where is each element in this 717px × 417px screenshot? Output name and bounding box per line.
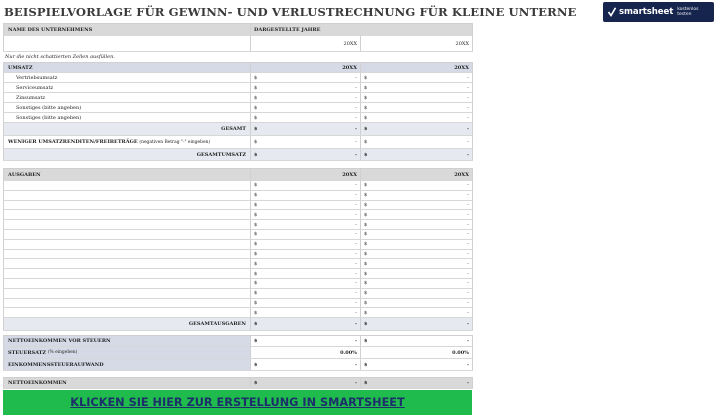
- currency-sign: $: [254, 94, 258, 101]
- revenue-item-year1-input[interactable]: [251, 73, 361, 82]
- currency-sign: $: [364, 94, 368, 101]
- expense-item-year2-input[interactable]: [361, 279, 473, 288]
- value-dash: -: [355, 139, 357, 145]
- currency-sign: $: [254, 270, 258, 277]
- currency-sign: $: [364, 201, 368, 208]
- value-dash: -: [354, 321, 357, 328]
- currency-sign: $: [364, 221, 368, 228]
- expense-item-year1-input[interactable]: [251, 240, 361, 249]
- taxrate-label: [3, 347, 251, 358]
- expenses-year1: 20XX: [251, 169, 361, 180]
- expense-item-year1-input[interactable]: [251, 210, 361, 219]
- revenue-item-row: [3, 73, 473, 83]
- currency-sign: $: [364, 139, 368, 145]
- revenue-item-year2-input[interactable]: [361, 113, 473, 122]
- logo-brand-text: smartsheet: [619, 7, 674, 17]
- currency-sign: $: [364, 74, 368, 81]
- value-dash: -: [355, 182, 357, 189]
- currency-sign: $: [254, 260, 258, 267]
- currency-sign: $: [254, 104, 258, 111]
- currency-sign: $: [364, 290, 368, 297]
- year1-input[interactable]: 20XX: [251, 36, 361, 51]
- expense-item-row: [3, 240, 473, 250]
- revenue-item-row: [3, 93, 473, 103]
- net-income-label: NETTOEINKOMMEN: [3, 378, 251, 388]
- value-dash: -: [354, 126, 357, 132]
- revenue-item-year2-input[interactable]: [361, 93, 473, 102]
- currency-sign: $: [254, 290, 258, 297]
- year2-input[interactable]: 20XX: [361, 36, 473, 51]
- company-name-input[interactable]: [3, 36, 251, 51]
- expense-item-row: [3, 181, 473, 191]
- currency-sign: $: [364, 338, 368, 345]
- currency-sign: $: [364, 321, 368, 328]
- value-dash: -: [467, 309, 469, 316]
- net-income-row: [3, 377, 473, 389]
- value-dash: -: [467, 241, 469, 248]
- currency-sign: $: [254, 182, 258, 189]
- revenue-item-row: [3, 103, 473, 113]
- value-dash: -: [467, 221, 469, 228]
- value-dash: -: [467, 201, 469, 208]
- currency-sign: $: [254, 221, 258, 228]
- expense-item-year1-input[interactable]: [251, 269, 361, 278]
- value-dash: -: [467, 250, 469, 257]
- expenses-label: AUSGABEN: [3, 169, 251, 180]
- expense-item-row: [3, 250, 473, 260]
- expense-item-year1-input[interactable]: [251, 191, 361, 200]
- revenue-item-label[interactable]: Zinsumsatz: [3, 93, 251, 102]
- cta-link-text[interactable]: KLICKEN SIE HIER ZUR ERSTELLUNG IN SMARTSHEET: [70, 396, 405, 409]
- expense-item-label-input[interactable]: [3, 308, 251, 317]
- currency-sign: $: [364, 192, 368, 199]
- currency-sign: $: [364, 309, 368, 316]
- expenses-year2: 20XX: [361, 169, 473, 180]
- currency-sign: $: [254, 299, 258, 306]
- taxrate-year2-input[interactable]: 0.00%: [361, 347, 473, 358]
- returns-row: [3, 136, 473, 149]
- expense-item-row: [3, 220, 473, 230]
- expense-item-year1-input[interactable]: [251, 181, 361, 190]
- returns-hint: (negativen Betrag "-" eingeben): [139, 139, 211, 145]
- pl-sheet: [3, 23, 473, 389]
- value-dash: -: [467, 94, 469, 101]
- expense-item-year2-input[interactable]: [361, 289, 473, 298]
- currency-sign: $: [364, 231, 368, 238]
- value-dash: -: [355, 299, 357, 306]
- currency-sign: $: [364, 380, 368, 387]
- value-dash: -: [355, 94, 357, 101]
- currency-sign: $: [254, 338, 258, 345]
- taxexp-row: [3, 359, 473, 371]
- revenue-item-year1-input[interactable]: [251, 113, 361, 122]
- value-dash: -: [466, 321, 469, 328]
- currency-sign: $: [364, 151, 368, 158]
- revenue-rows: [3, 73, 473, 123]
- revenue-label: UMSATZ: [3, 63, 251, 72]
- taxexp-label: EINKOMMENSSTEUERAUFWAND: [3, 359, 251, 370]
- expense-item-year2-input[interactable]: [361, 259, 473, 268]
- value-dash: -: [466, 126, 469, 132]
- revenue-item-year2-input[interactable]: [361, 73, 473, 82]
- value-dash: -: [355, 114, 357, 121]
- currency-sign: $: [254, 74, 258, 81]
- currency-sign: $: [364, 84, 368, 91]
- value-dash: -: [355, 104, 357, 111]
- revenue-item-row: [3, 83, 473, 93]
- currency-sign: $: [254, 231, 258, 238]
- checkmark-logo-icon: [608, 7, 616, 17]
- revenue-total-label: GESAMT: [3, 123, 251, 135]
- revenue-item-year1-input[interactable]: [251, 93, 361, 102]
- currency-sign: $: [364, 260, 368, 267]
- smartsheet-logo-button[interactable]: [603, 2, 714, 22]
- value-dash: -: [467, 114, 469, 121]
- value-dash: -: [467, 299, 469, 306]
- currency-sign: $: [364, 280, 368, 287]
- expense-item-label-input[interactable]: [3, 201, 251, 210]
- revenue-item-year1-input[interactable]: [251, 83, 361, 92]
- value-dash: -: [355, 260, 357, 267]
- taxrate-hint: (% eingeben): [47, 350, 78, 356]
- company-input-row: [3, 36, 473, 52]
- expense-item-label-input[interactable]: [3, 250, 251, 259]
- revenue-item-year1-input[interactable]: [251, 103, 361, 112]
- currency-sign: $: [254, 84, 258, 91]
- expense-item-year2-input[interactable]: [361, 299, 473, 308]
- expenses-header-row: [3, 168, 473, 181]
- currency-sign: $: [254, 201, 258, 208]
- expense-item-label-input[interactable]: [3, 191, 251, 200]
- value-dash: -: [467, 84, 469, 91]
- expense-item-year1-input[interactable]: [251, 279, 361, 288]
- value-dash: -: [355, 280, 357, 287]
- revenue-item-year2-input[interactable]: [361, 103, 473, 112]
- company-header-row: [3, 23, 473, 36]
- value-dash: -: [355, 192, 357, 199]
- expense-item-year1-input[interactable]: [251, 289, 361, 298]
- currency-sign: $: [364, 361, 368, 368]
- currency-sign: $: [254, 380, 258, 387]
- expense-item-row: [3, 191, 473, 201]
- revenue-item-label[interactable]: Sonstiges (bitte angeben): [3, 103, 251, 112]
- currency-sign: $: [254, 192, 258, 199]
- company-name-label: NAME DES UNTERNEHMENS: [3, 24, 251, 35]
- value-dash: -: [355, 231, 357, 238]
- value-dash: -: [355, 201, 357, 208]
- expense-item-row: [3, 308, 473, 318]
- expense-item-year2-input[interactable]: [361, 181, 473, 190]
- expense-item-label-input[interactable]: [3, 259, 251, 268]
- value-dash: -: [467, 192, 469, 199]
- currency-sign: $: [254, 361, 258, 368]
- value-dash: -: [354, 380, 357, 387]
- net-revenue-row: [3, 149, 473, 161]
- returns-year2-input[interactable]: [361, 136, 473, 148]
- page-title: BEISPIELVORLAGE FÜR GEWINN- UND VERLUSTRECHNUNG FÜR KLEINE UNTERNE: [4, 5, 577, 19]
- logo-cta-text: kostenlos testen: [677, 7, 699, 17]
- taxrate-year1-input[interactable]: 0.00%: [251, 347, 361, 358]
- period-label: DARGESTELLTE JAHRE: [251, 24, 473, 35]
- value-dash: -: [355, 270, 357, 277]
- value-dash: -: [355, 74, 357, 81]
- expense-item-year2-input[interactable]: [361, 201, 473, 210]
- currency-sign: $: [254, 321, 258, 328]
- value-dash: -: [355, 290, 357, 297]
- expense-item-year1-input[interactable]: [251, 308, 361, 317]
- expense-item-label-input[interactable]: [3, 181, 251, 190]
- currency-sign: $: [254, 250, 258, 257]
- expense-item-label-input[interactable]: [3, 289, 251, 298]
- expense-item-row: [3, 299, 473, 309]
- expense-item-year1-input[interactable]: [251, 230, 361, 239]
- revenue-item-label[interactable]: Sonstiges (bitte angeben): [3, 113, 251, 122]
- taxrate-label-text: STEUERSATZ: [8, 349, 47, 356]
- currency-sign: $: [254, 151, 258, 158]
- value-dash: -: [354, 361, 357, 368]
- revenue-item-label[interactable]: Vertriebsumsatz: [3, 73, 251, 82]
- expense-item-row: [3, 201, 473, 211]
- revenue-header-row: [3, 62, 473, 73]
- value-dash: -: [354, 338, 357, 345]
- revenue-item-row: [3, 113, 473, 123]
- currency-sign: $: [364, 241, 368, 248]
- currency-sign: $: [364, 250, 368, 257]
- taxrate-row: [3, 347, 473, 359]
- currency-sign: $: [254, 139, 258, 145]
- expense-item-year1-input[interactable]: [251, 259, 361, 268]
- revenue-year2: 20XX: [361, 63, 473, 72]
- expense-item-row: [3, 210, 473, 220]
- currency-sign: $: [364, 114, 368, 121]
- expense-item-label-input[interactable]: [3, 269, 251, 278]
- value-dash: -: [467, 182, 469, 189]
- expense-item-year1-input[interactable]: [251, 299, 361, 308]
- value-dash: -: [355, 250, 357, 257]
- expense-rows: [3, 181, 473, 318]
- value-dash: -: [355, 84, 357, 91]
- expenses-total-row: [3, 318, 473, 331]
- value-dash: -: [467, 290, 469, 297]
- value-dash: -: [467, 270, 469, 277]
- value-dash: -: [466, 151, 469, 158]
- expense-item-row: [3, 289, 473, 299]
- expense-item-year1-input[interactable]: [251, 250, 361, 259]
- currency-sign: $: [254, 241, 258, 248]
- value-dash: -: [355, 221, 357, 228]
- returns-label: [3, 136, 251, 148]
- fill-note: Nur die nicht schattierten Zellen ausfüllen.: [5, 54, 115, 60]
- value-dash: -: [355, 309, 357, 316]
- value-dash: -: [466, 361, 469, 368]
- currency-sign: $: [364, 211, 368, 218]
- value-dash: -: [467, 280, 469, 287]
- value-dash: -: [467, 139, 469, 145]
- revenue-item-year2-input[interactable]: [361, 83, 473, 92]
- expense-item-label-input[interactable]: [3, 279, 251, 288]
- expense-item-year2-input[interactable]: [361, 230, 473, 239]
- value-dash: -: [467, 211, 469, 218]
- expense-item-label-input[interactable]: [3, 220, 251, 229]
- expense-item-year1-input[interactable]: [251, 201, 361, 210]
- currency-sign: $: [364, 270, 368, 277]
- value-dash: -: [467, 104, 469, 111]
- pretax-label: NETTOEINKOMMEN VOR STEUERN: [3, 336, 251, 346]
- revenue-item-label[interactable]: Serviceumsatz: [3, 83, 251, 92]
- value-dash: -: [355, 241, 357, 248]
- expense-item-label-input[interactable]: [3, 299, 251, 308]
- returns-label-text: WENIGER UMSATZRENDITEN/FREIBETRÄGE: [8, 139, 138, 145]
- net-revenue-label: GESAMTUMSATZ: [3, 149, 251, 160]
- expense-item-row: [3, 269, 473, 279]
- create-in-smartsheet-button[interactable]: [3, 390, 472, 415]
- expense-item-year2-input[interactable]: [361, 191, 473, 200]
- value-dash: -: [467, 260, 469, 267]
- expense-item-year2-input[interactable]: [361, 308, 473, 317]
- expense-item-year2-input[interactable]: [361, 269, 473, 278]
- value-dash: -: [354, 151, 357, 158]
- currency-sign: $: [254, 211, 258, 218]
- expense-item-row: [3, 230, 473, 240]
- currency-sign: $: [254, 114, 258, 121]
- currency-sign: $: [364, 126, 368, 132]
- pretax-row: [3, 335, 473, 347]
- expense-item-year1-input[interactable]: [251, 220, 361, 229]
- expense-item-row: [3, 279, 473, 289]
- expenses-total-label: GESAMTAUSGABEN: [3, 318, 251, 330]
- value-dash: -: [467, 231, 469, 238]
- returns-year1-input[interactable]: [251, 136, 361, 148]
- value-dash: -: [355, 211, 357, 218]
- expense-item-year2-input[interactable]: [361, 220, 473, 229]
- expense-item-label-input[interactable]: [3, 240, 251, 249]
- expense-item-label-input[interactable]: [3, 210, 251, 219]
- expense-item-year2-input[interactable]: [361, 240, 473, 249]
- currency-sign: $: [254, 126, 258, 132]
- revenue-year1: 20XX: [251, 63, 361, 72]
- revenue-total-row: [3, 123, 473, 136]
- expense-item-label-input[interactable]: [3, 230, 251, 239]
- expense-item-year2-input[interactable]: [361, 210, 473, 219]
- value-dash: -: [466, 380, 469, 387]
- expense-item-row: [3, 259, 473, 269]
- value-dash: -: [467, 74, 469, 81]
- expense-item-year2-input[interactable]: [361, 250, 473, 259]
- currency-sign: $: [254, 280, 258, 287]
- value-dash: -: [466, 338, 469, 345]
- currency-sign: $: [364, 299, 368, 306]
- currency-sign: $: [364, 104, 368, 111]
- currency-sign: $: [254, 309, 258, 316]
- currency-sign: $: [364, 182, 368, 189]
